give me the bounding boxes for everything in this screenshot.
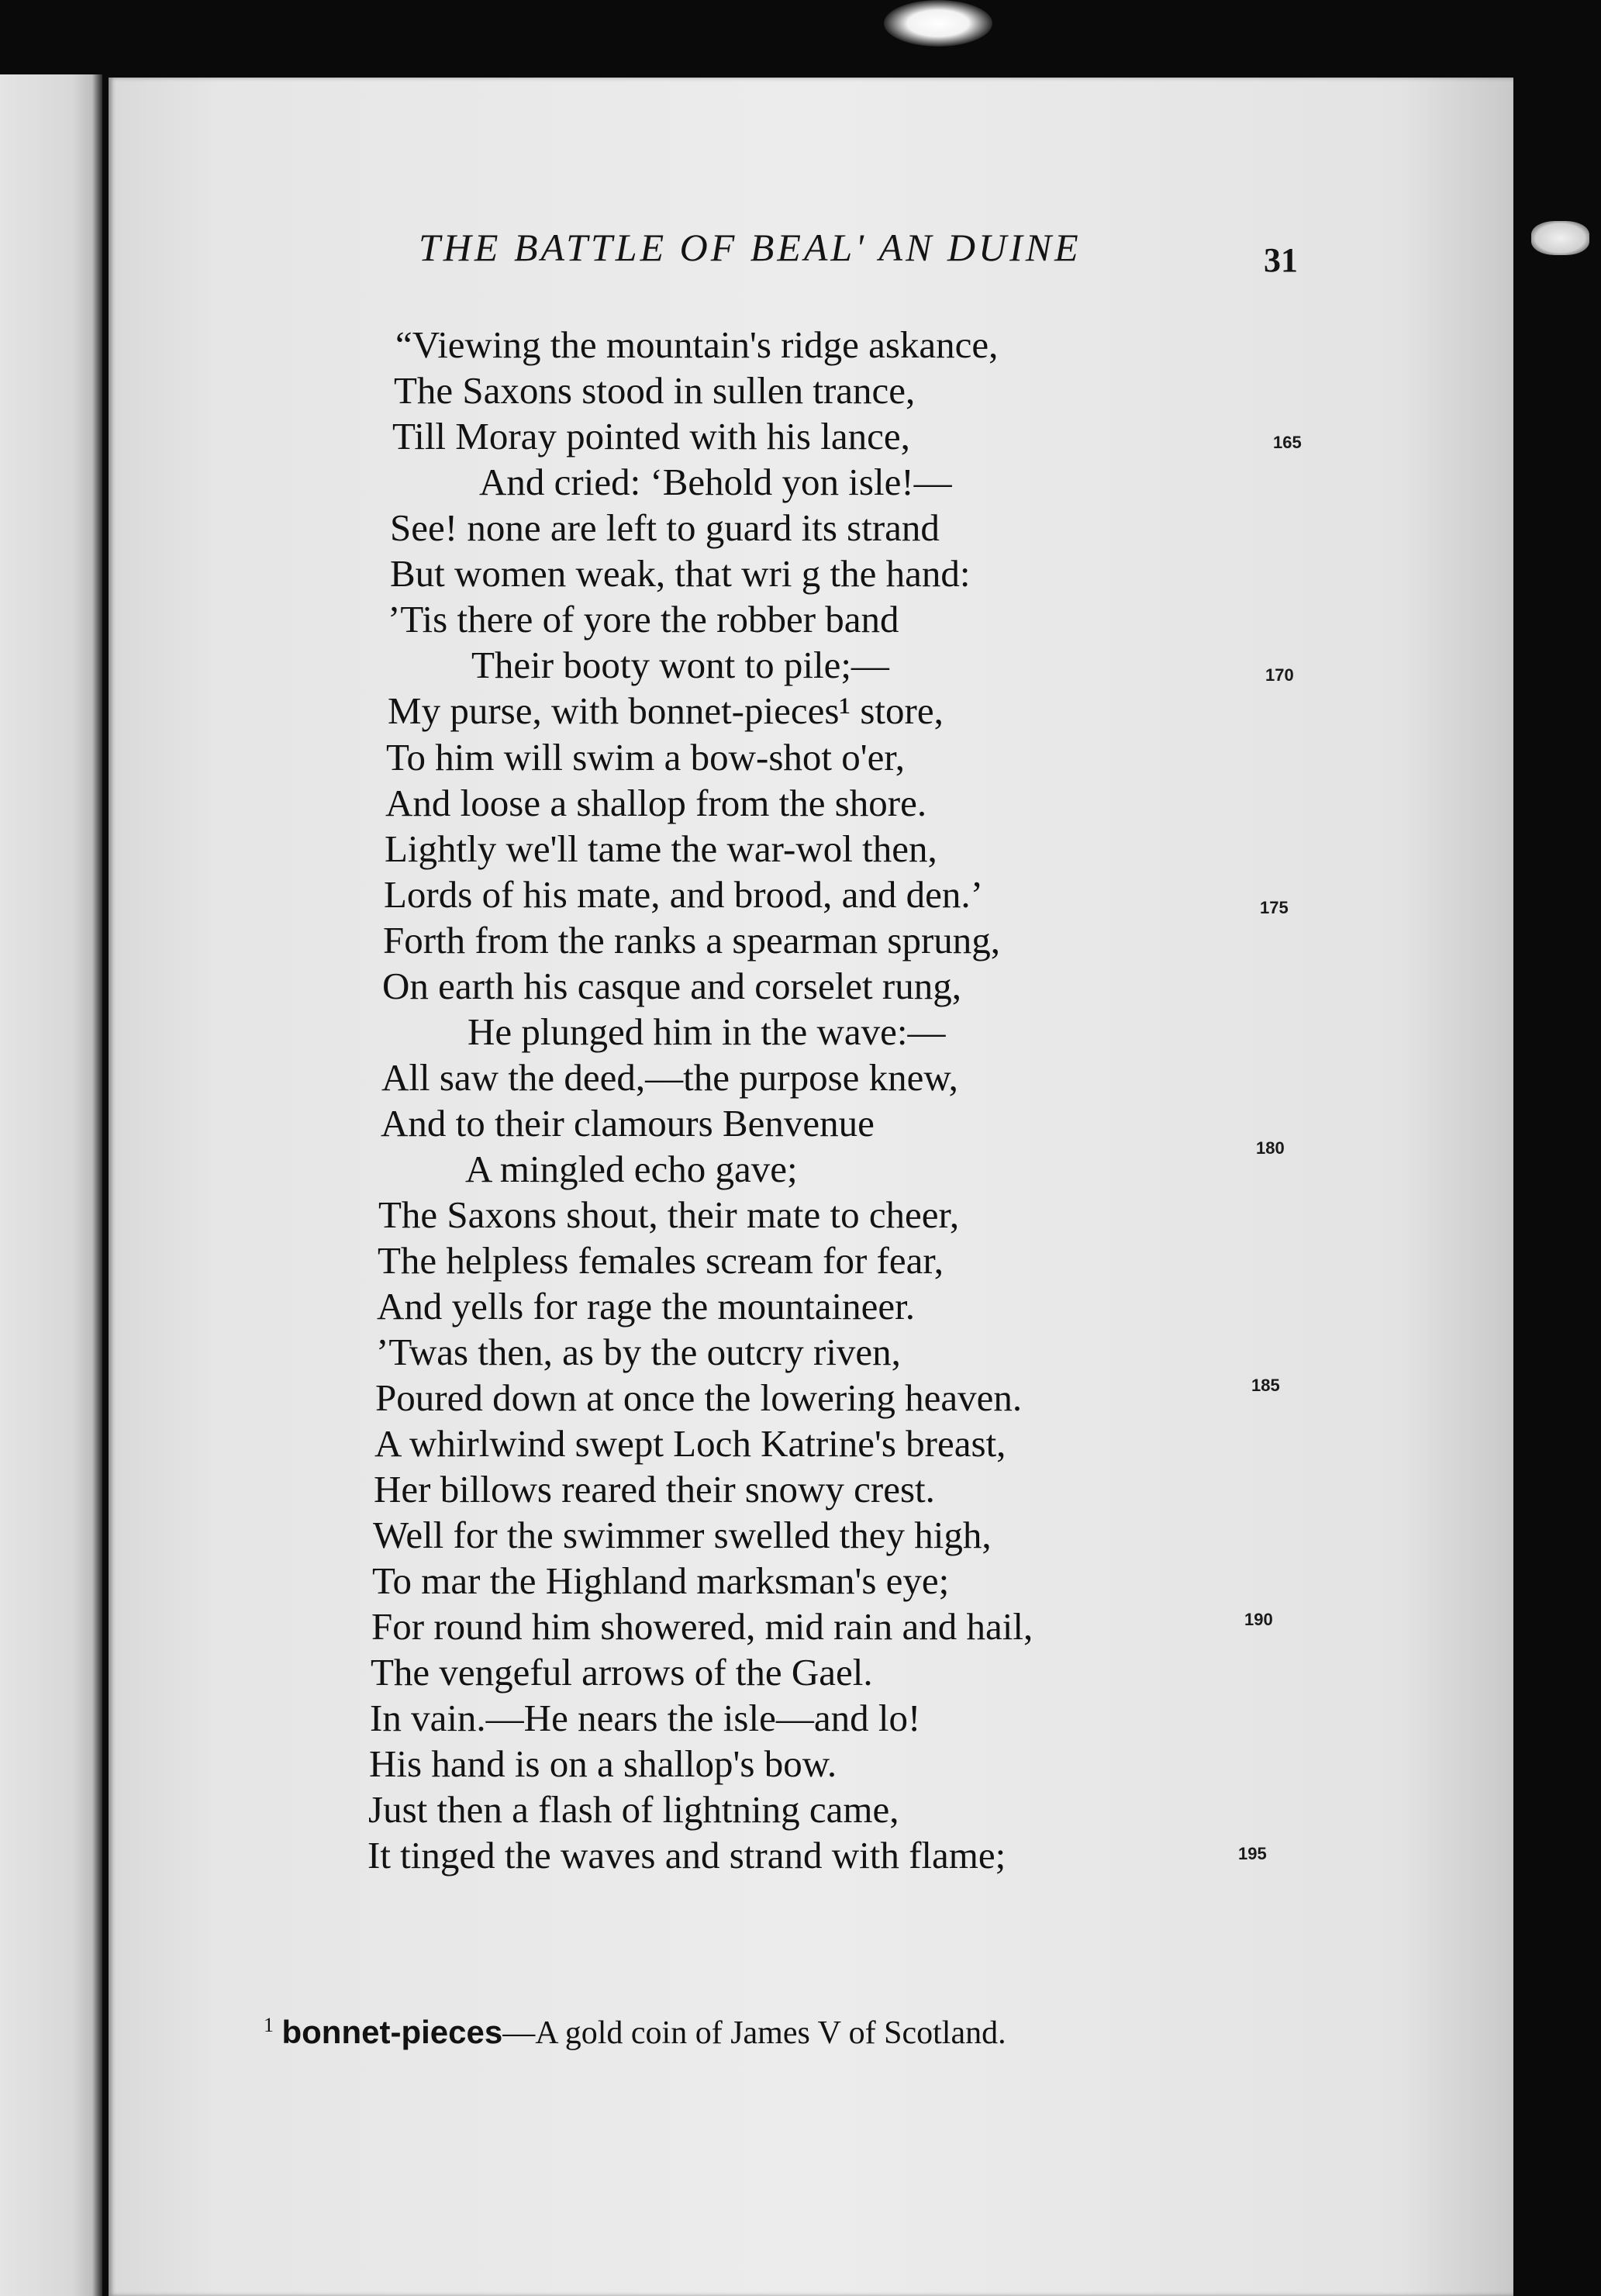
poem-line: See! none are left to guard its strand — [390, 506, 940, 549]
poem-line: And cried: ‘Behold yon isle!— — [479, 461, 952, 503]
poem-line: Just then a flash of lightning came, — [368, 1788, 899, 1831]
line-number: 165 — [1273, 433, 1302, 452]
poem-line: But women weak, that wri g the hand: — [390, 552, 971, 595]
poem-line: A whirlwind swept Loch Katrine's breast, — [374, 1422, 1006, 1465]
poem-line: Forth from the ranks a spearman sprung, — [383, 919, 1001, 962]
poem-line: All saw the deed,—the purpose knew, — [381, 1056, 958, 1099]
footnote-text: —A gold coin of James V of Scotland. — [502, 2015, 1006, 2051]
poem-line: Lightly we'll tame the war-wol then, — [385, 827, 937, 870]
page-number: 31 — [1264, 241, 1298, 279]
poem-line: In vain.—He nears the isle—and lo! — [370, 1697, 921, 1739]
poem-line: Well for the swimmer swelled they high, — [373, 1514, 992, 1556]
poem-line: And to their clamours Benvenue — [381, 1102, 875, 1145]
poem-line: My purse, with bonnet-pieces¹ store, — [388, 689, 944, 732]
poem-line: The vengeful arrows of the Gael. — [371, 1651, 873, 1694]
poem-line: To him will swim a bow-shot o'er, — [386, 736, 905, 779]
poem-line: Lords of his mate, and brood, and den.’ — [384, 873, 983, 916]
poem-line: A mingled echo gave; — [465, 1148, 798, 1190]
poem-line: Their booty wont to pile;— — [471, 644, 889, 686]
poem-line: “Viewing the mountain's ridge askance, — [395, 323, 999, 366]
footnote — [264, 2014, 1006, 2052]
poem-line: Till Moray pointed with his lance, — [392, 415, 910, 457]
poem-line: The Saxons stood in sullen trance, — [394, 369, 916, 412]
poem-line: ’Twas then, as by the outcry riven, — [376, 1331, 901, 1373]
poem-line: Her billows reared their snowy crest. — [374, 1468, 935, 1511]
scan-glare — [884, 0, 992, 47]
poem-line: And loose a shallop from the shore. — [385, 782, 927, 824]
poem-line: To mar the Highland marksman's eye; — [372, 1559, 950, 1602]
footnote-marker: 1 — [264, 2014, 274, 2036]
line-number: 175 — [1260, 898, 1289, 917]
poem-line: He plunged him in the wave:— — [468, 1010, 946, 1053]
poem-line: Poured down at once the lowering heaven. — [375, 1376, 1023, 1419]
line-number: 185 — [1251, 1376, 1280, 1395]
poem-line: And yells for rage the mountaineer. — [377, 1285, 915, 1328]
poem-line: On earth his casque and corselet rung, — [382, 965, 961, 1007]
footnote-term: bonnet-pieces — [281, 2014, 503, 2050]
page-tab-mark — [1531, 221, 1589, 255]
adjacent-page-edge — [0, 74, 102, 2296]
line-number: 170 — [1265, 665, 1294, 685]
poem-line: The Saxons shout, their mate to cheer, — [378, 1193, 960, 1236]
poem-line: It tinged the waves and strand with flame; — [367, 1834, 1006, 1877]
poem-line: The helpless females scream for fear, — [378, 1239, 944, 1282]
running-head: THE BATTLE OF BEAL' AN DUINE — [419, 226, 1082, 269]
line-number: 190 — [1244, 1610, 1273, 1629]
line-number: 195 — [1238, 1844, 1267, 1863]
line-number: 180 — [1256, 1138, 1285, 1158]
poem-line: His hand is on a shallop's bow. — [369, 1742, 837, 1785]
poem-line: For round him showered, mid rain and hail, — [371, 1605, 1033, 1648]
poem-line: ’Tis there of yore the robber band — [388, 598, 899, 640]
